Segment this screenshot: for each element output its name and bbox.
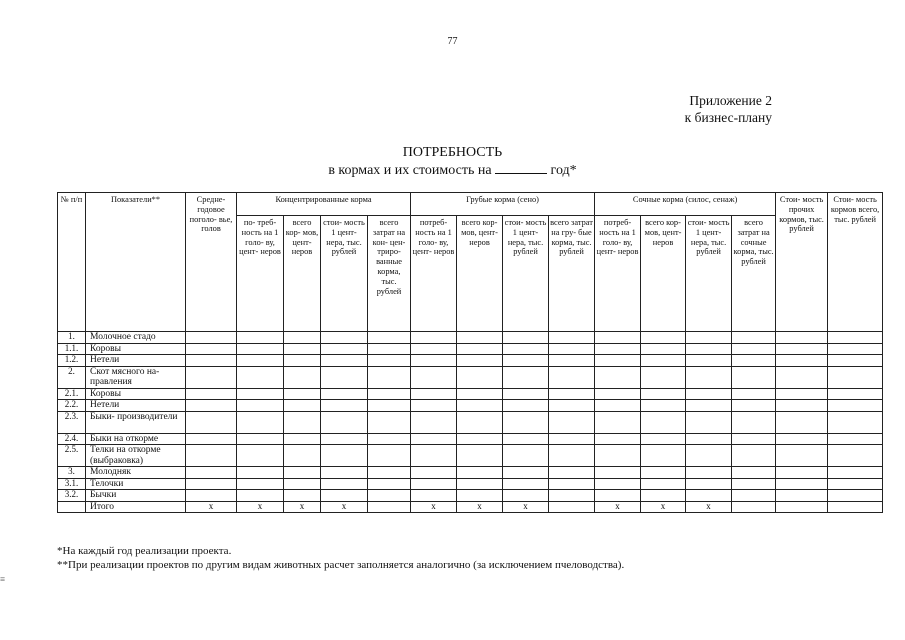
data-cell[interactable]	[641, 445, 686, 467]
total-cell	[732, 501, 776, 513]
data-cell[interactable]	[411, 411, 457, 433]
data-cell[interactable]	[457, 366, 503, 388]
data-cell[interactable]	[186, 332, 237, 344]
data-cell[interactable]	[732, 490, 776, 502]
row-label: Молодняк	[86, 467, 186, 479]
data-cell[interactable]	[321, 478, 368, 490]
data-cell[interactable]	[549, 366, 595, 388]
data-cell[interactable]	[237, 433, 284, 445]
row-number: 1.1.	[58, 343, 86, 355]
data-cell[interactable]	[186, 388, 237, 400]
data-cell[interactable]	[595, 411, 641, 433]
header-rough-expense: всего затрат на гру- бые корма, тыс. рублей	[549, 216, 595, 332]
data-cell[interactable]	[411, 490, 457, 502]
data-cell[interactable]	[186, 478, 237, 490]
data-cell[interactable]	[368, 490, 411, 502]
data-cell[interactable]	[828, 433, 883, 445]
row-number: 2.2.	[58, 400, 86, 412]
header-succ-price: стои- мость 1 цент- нера, тыс. рублей	[686, 216, 732, 332]
table-row	[58, 400, 883, 412]
data-cell[interactable]	[828, 388, 883, 400]
data-cell[interactable]	[186, 490, 237, 502]
data-cell[interactable]	[549, 343, 595, 355]
data-cell[interactable]	[237, 490, 284, 502]
table-row	[58, 478, 883, 490]
data-cell[interactable]	[828, 467, 883, 479]
data-cell[interactable]	[732, 388, 776, 400]
data-cell[interactable]	[549, 411, 595, 433]
data-cell[interactable]	[595, 445, 641, 467]
data-cell[interactable]	[641, 478, 686, 490]
data-cell[interactable]	[503, 478, 549, 490]
data-cell[interactable]	[549, 355, 595, 367]
data-cell[interactable]	[686, 400, 732, 412]
document-title	[0, 144, 905, 179]
data-cell[interactable]	[686, 355, 732, 367]
appendix-line-1: Приложение 2	[689, 93, 772, 108]
data-cell[interactable]	[549, 467, 595, 479]
data-cell[interactable]	[237, 355, 284, 367]
data-cell[interactable]	[828, 411, 883, 433]
data-cell[interactable]	[686, 445, 732, 467]
data-cell[interactable]	[503, 433, 549, 445]
data-cell[interactable]	[411, 388, 457, 400]
data-cell[interactable]	[595, 433, 641, 445]
data-cell[interactable]	[321, 400, 368, 412]
data-cell[interactable]	[411, 332, 457, 344]
data-cell[interactable]	[641, 332, 686, 344]
header-conc-expense: всего затрат на кон- цен- триро- ванные корма, тыс. рублей	[368, 216, 411, 332]
title-line-1: ПОТРЕБНОСТЬ	[402, 145, 503, 160]
data-cell[interactable]	[595, 355, 641, 367]
header-other-cost: Стои- мость прочих кормов, тыс. рублей	[776, 193, 828, 332]
row-number: 1.	[58, 332, 86, 344]
row-label: Бычки	[86, 490, 186, 502]
appendix-line-2: к бизнес-плану	[684, 110, 772, 125]
data-cell[interactable]	[186, 400, 237, 412]
data-cell[interactable]	[732, 467, 776, 479]
data-cell[interactable]	[321, 445, 368, 467]
data-cell[interactable]	[237, 467, 284, 479]
data-cell[interactable]	[776, 388, 828, 400]
page-number: 77	[447, 36, 458, 47]
data-cell[interactable]	[686, 411, 732, 433]
table-row	[58, 445, 883, 467]
total-cell: x	[641, 501, 686, 513]
row-label: Нетели	[86, 355, 186, 367]
data-cell[interactable]	[237, 411, 284, 433]
header-num: № п/п	[58, 193, 86, 332]
data-cell[interactable]	[686, 467, 732, 479]
data-cell[interactable]	[503, 343, 549, 355]
data-cell[interactable]	[284, 467, 321, 479]
data-cell[interactable]	[595, 400, 641, 412]
total-cell: x	[237, 501, 284, 513]
data-cell[interactable]	[732, 411, 776, 433]
data-cell[interactable]	[595, 467, 641, 479]
data-cell[interactable]	[732, 478, 776, 490]
data-cell[interactable]	[503, 400, 549, 412]
data-cell[interactable]	[686, 433, 732, 445]
data-cell[interactable]	[828, 445, 883, 467]
data-cell[interactable]	[368, 467, 411, 479]
header-succ-need: потреб- ность на 1 голо- ву, цент- неров	[595, 216, 641, 332]
data-cell[interactable]	[776, 445, 828, 467]
table-row	[58, 433, 883, 445]
data-cell[interactable]	[368, 343, 411, 355]
data-cell[interactable]	[186, 366, 237, 388]
data-cell[interactable]	[237, 343, 284, 355]
year-blank-field[interactable]	[495, 161, 547, 174]
data-cell[interactable]	[411, 478, 457, 490]
data-cell[interactable]	[503, 411, 549, 433]
header-succ-expense: всего затрат на сочные корма, тыс. рублей	[732, 216, 776, 332]
data-cell[interactable]	[411, 400, 457, 412]
title-line-2	[0, 161, 905, 179]
data-cell[interactable]	[595, 388, 641, 400]
data-cell[interactable]	[368, 332, 411, 344]
data-cell[interactable]	[457, 490, 503, 502]
data-cell[interactable]	[732, 332, 776, 344]
data-cell[interactable]	[368, 433, 411, 445]
data-cell[interactable]	[411, 467, 457, 479]
data-cell[interactable]	[686, 343, 732, 355]
data-cell[interactable]	[411, 445, 457, 467]
data-cell[interactable]	[641, 467, 686, 479]
data-cell[interactable]	[368, 411, 411, 433]
header-total-cost: Стои- мость кормов всего, тыс. рублей	[828, 193, 883, 332]
total-cell: x	[186, 501, 237, 513]
data-cell[interactable]	[411, 366, 457, 388]
title-prefix: в кормах и их стоимость на	[328, 163, 492, 178]
data-cell[interactable]	[828, 366, 883, 388]
total-cell: x	[284, 501, 321, 513]
total-cell: x	[457, 501, 503, 513]
data-cell[interactable]	[321, 467, 368, 479]
table-row	[58, 411, 883, 433]
data-cell[interactable]	[549, 433, 595, 445]
data-cell[interactable]	[503, 445, 549, 467]
data-cell[interactable]	[321, 332, 368, 344]
data-cell[interactable]	[368, 388, 411, 400]
data-cell[interactable]	[503, 366, 549, 388]
data-cell[interactable]	[457, 467, 503, 479]
data-cell[interactable]	[321, 490, 368, 502]
data-cell[interactable]	[186, 445, 237, 467]
data-cell[interactable]	[641, 366, 686, 388]
row-number: 3.2.	[58, 490, 86, 502]
data-cell[interactable]	[503, 490, 549, 502]
data-cell[interactable]	[284, 355, 321, 367]
data-cell[interactable]	[284, 388, 321, 400]
header-conc-price: стои- мость 1 цент- нера, тыс. рублей	[321, 216, 368, 332]
total-cell: x	[686, 501, 732, 513]
data-cell[interactable]	[549, 332, 595, 344]
data-cell[interactable]	[321, 411, 368, 433]
data-cell[interactable]	[368, 400, 411, 412]
row-number: 2.5.	[58, 445, 86, 467]
header-conc-need: по- треб- ность на 1 голо- ву, цент- неров	[237, 216, 284, 332]
data-cell[interactable]	[321, 388, 368, 400]
data-cell[interactable]	[237, 400, 284, 412]
data-cell[interactable]	[641, 400, 686, 412]
row-number: 1.2.	[58, 355, 86, 367]
data-cell[interactable]	[237, 332, 284, 344]
data-cell[interactable]	[641, 490, 686, 502]
data-cell[interactable]	[732, 433, 776, 445]
data-cell[interactable]	[237, 366, 284, 388]
footnote-2: **При реализации проектов по другим видам животных расчет заполняется аналогично (за исключением пчеловодства).	[57, 559, 625, 571]
data-cell[interactable]	[457, 445, 503, 467]
row-number: 2.	[58, 366, 86, 388]
data-cell[interactable]	[457, 343, 503, 355]
data-cell[interactable]	[828, 332, 883, 344]
header-indicators: Показатели**	[86, 193, 186, 332]
row-number: 2.1.	[58, 388, 86, 400]
row-label: Быки на откорме	[86, 433, 186, 445]
data-cell[interactable]	[776, 411, 828, 433]
data-cell[interactable]	[321, 355, 368, 367]
feed-requirement-table	[57, 192, 883, 513]
data-cell[interactable]	[828, 490, 883, 502]
data-cell[interactable]	[503, 332, 549, 344]
header-succulent: Сочные корма (силос, сенаж)	[595, 193, 776, 216]
table-row	[58, 366, 883, 388]
data-cell[interactable]	[776, 366, 828, 388]
data-cell[interactable]	[321, 433, 368, 445]
table-row	[58, 355, 883, 367]
table-row	[58, 332, 883, 344]
header-conc-total: всего кор- мов, цент- неров	[284, 216, 321, 332]
title-suffix: год*	[550, 163, 577, 178]
data-cell[interactable]	[503, 467, 549, 479]
data-cell[interactable]	[595, 478, 641, 490]
data-cell[interactable]	[549, 400, 595, 412]
table-body	[58, 332, 883, 502]
data-cell[interactable]	[284, 400, 321, 412]
row-label: Телки на откорме (выбраковка)	[86, 445, 186, 467]
data-cell[interactable]	[284, 478, 321, 490]
appendix-label	[640, 92, 772, 126]
footnote-1: *На каждый год реализации проекта.	[57, 545, 232, 557]
total-row	[58, 501, 883, 513]
data-cell[interactable]	[186, 411, 237, 433]
header-rough-total: всего кор- мов, цент- неров	[457, 216, 503, 332]
data-cell[interactable]	[641, 343, 686, 355]
row-number: 2.4.	[58, 433, 86, 445]
data-cell[interactable]	[776, 343, 828, 355]
data-cell[interactable]	[186, 343, 237, 355]
data-cell[interactable]	[828, 343, 883, 355]
data-cell[interactable]	[641, 388, 686, 400]
header-concentrated: Концентрированные корма	[237, 193, 411, 216]
total-cell	[828, 501, 883, 513]
data-cell[interactable]	[237, 445, 284, 467]
data-cell[interactable]	[368, 445, 411, 467]
total-cell	[368, 501, 411, 513]
data-cell[interactable]	[411, 343, 457, 355]
data-cell[interactable]	[284, 445, 321, 467]
data-cell[interactable]	[732, 400, 776, 412]
data-cell[interactable]	[776, 478, 828, 490]
data-cell[interactable]	[828, 400, 883, 412]
data-cell[interactable]	[732, 445, 776, 467]
data-cell[interactable]	[368, 478, 411, 490]
header-rough: Грубые корма (сено)	[411, 193, 595, 216]
data-cell[interactable]	[186, 433, 237, 445]
data-cell[interactable]	[321, 366, 368, 388]
total-label: Итого	[86, 501, 186, 513]
data-cell[interactable]	[776, 433, 828, 445]
row-label: Быки- производители	[86, 411, 186, 433]
header-rough-price: стои- мость 1 цент- нера, тыс. рублей	[503, 216, 549, 332]
scan-edge-mark: ≡	[0, 574, 6, 584]
table-row	[58, 388, 883, 400]
data-cell[interactable]	[284, 343, 321, 355]
row-number: 3.1.	[58, 478, 86, 490]
data-cell[interactable]	[321, 343, 368, 355]
data-cell[interactable]	[457, 355, 503, 367]
data-cell[interactable]	[284, 490, 321, 502]
data-cell[interactable]	[457, 478, 503, 490]
row-label: Скот мясного на- правления	[86, 366, 186, 388]
data-cell[interactable]	[549, 388, 595, 400]
data-cell[interactable]	[776, 332, 828, 344]
row-label: Молочное стадо	[86, 332, 186, 344]
data-cell[interactable]	[186, 355, 237, 367]
row-label: Коровы	[86, 343, 186, 355]
data-cell[interactable]	[284, 433, 321, 445]
data-cell[interactable]	[549, 490, 595, 502]
row-label: Телочки	[86, 478, 186, 490]
data-cell[interactable]	[686, 478, 732, 490]
data-cell[interactable]	[368, 355, 411, 367]
table-row	[58, 343, 883, 355]
data-cell[interactable]	[595, 332, 641, 344]
data-cell[interactable]	[549, 445, 595, 467]
data-cell[interactable]	[828, 478, 883, 490]
data-cell[interactable]	[457, 400, 503, 412]
data-cell[interactable]	[368, 366, 411, 388]
data-cell[interactable]	[595, 343, 641, 355]
data-cell[interactable]	[457, 411, 503, 433]
data-cell[interactable]	[411, 355, 457, 367]
header-succ-total: всего кор- мов, цент- неров	[641, 216, 686, 332]
row-label: Нетели	[86, 400, 186, 412]
data-cell[interactable]	[641, 355, 686, 367]
data-cell[interactable]	[237, 478, 284, 490]
total-cell: x	[411, 501, 457, 513]
total-cell	[776, 501, 828, 513]
data-cell[interactable]	[284, 366, 321, 388]
header-avg-herd: Средне- годовое поголо- вье, голов	[186, 193, 237, 332]
total-cell	[549, 501, 595, 513]
table-row	[58, 467, 883, 479]
data-cell[interactable]	[237, 388, 284, 400]
table-row	[58, 490, 883, 502]
total-num-cell	[58, 501, 86, 513]
data-cell[interactable]	[457, 388, 503, 400]
data-cell[interactable]	[457, 332, 503, 344]
data-cell[interactable]	[776, 467, 828, 479]
row-number: 3.	[58, 467, 86, 479]
data-cell[interactable]	[732, 343, 776, 355]
data-cell[interactable]	[776, 400, 828, 412]
data-cell[interactable]	[732, 366, 776, 388]
data-cell[interactable]	[641, 433, 686, 445]
data-cell[interactable]	[686, 332, 732, 344]
header-rough-need: потреб- ность на 1 голо- ву, цент- неров	[411, 216, 457, 332]
data-cell[interactable]	[503, 355, 549, 367]
data-cell[interactable]	[686, 388, 732, 400]
total-cell: x	[321, 501, 368, 513]
footnotes	[57, 544, 624, 572]
data-cell[interactable]	[411, 433, 457, 445]
data-cell[interactable]	[641, 411, 686, 433]
row-label: Коровы	[86, 388, 186, 400]
data-cell[interactable]	[186, 467, 237, 479]
data-cell[interactable]	[284, 411, 321, 433]
data-cell[interactable]	[595, 490, 641, 502]
data-cell[interactable]	[776, 490, 828, 502]
total-cell: x	[595, 501, 641, 513]
data-cell[interactable]	[828, 355, 883, 367]
data-cell[interactable]	[457, 433, 503, 445]
data-cell[interactable]	[732, 355, 776, 367]
row-number: 2.3.	[58, 411, 86, 433]
data-cell[interactable]	[686, 366, 732, 388]
data-cell[interactable]	[284, 332, 321, 344]
data-cell[interactable]	[503, 388, 549, 400]
total-cell: x	[503, 501, 549, 513]
data-cell[interactable]	[595, 366, 641, 388]
data-cell[interactable]	[549, 478, 595, 490]
data-cell[interactable]	[776, 355, 828, 367]
data-cell[interactable]	[686, 490, 732, 502]
